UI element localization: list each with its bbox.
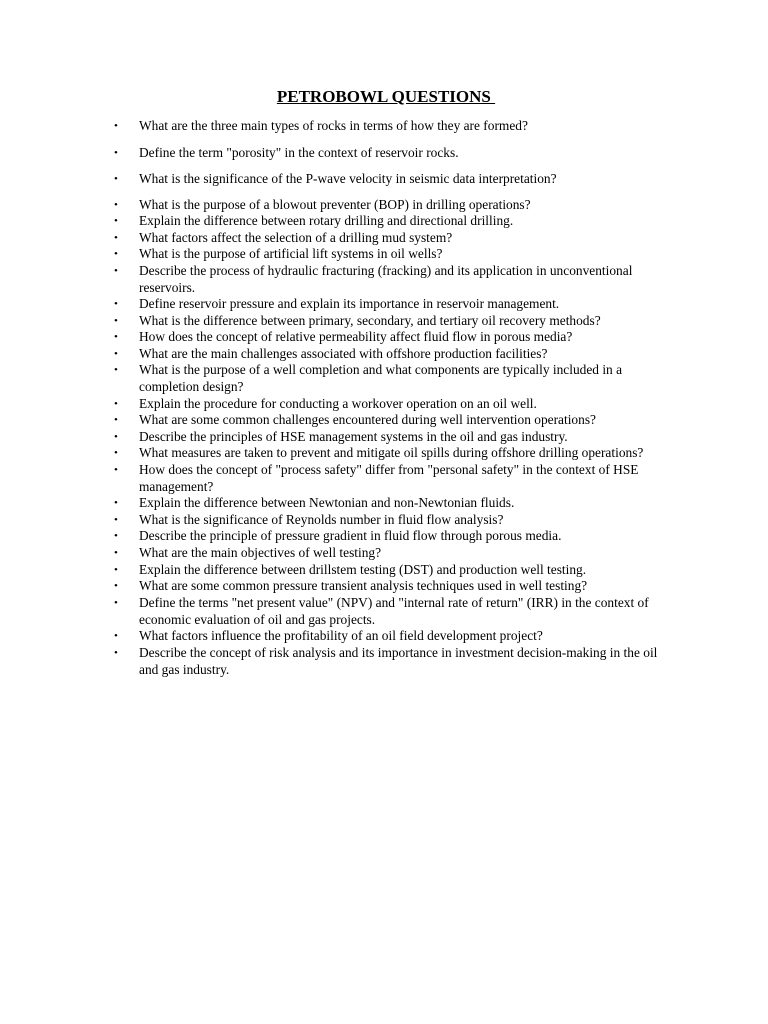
bullet-icon: • — [114, 265, 118, 277]
document-title: PETROBOWL QUESTIONS — [276, 87, 496, 106]
question-text: What is the purpose of artificial lift systems in oil wells? — [139, 246, 443, 261]
bullet-icon: • — [114, 431, 118, 443]
question-text: What measures are taken to prevent and mitigate oil spills during offshore drilling operations? — [139, 445, 644, 460]
question-text: How does the concept of "process safety" differ from "personal safety" in the context of HSE management? — [139, 462, 639, 494]
bullet-icon: • — [114, 232, 118, 244]
question-text: What are the three main types of rocks in terms of how they are formed? — [139, 118, 528, 133]
bullet-icon: • — [114, 398, 118, 410]
bullet-icon: • — [114, 348, 118, 360]
bullet-icon: • — [114, 248, 118, 260]
bullet-icon: • — [114, 331, 118, 343]
question-text: What is the significance of the P-wave velocity in seismic data interpretation? — [139, 171, 557, 186]
question-text: What is the purpose of a blowout preventer (BOP) in drilling operations? — [139, 197, 531, 212]
bullet-icon: • — [114, 298, 118, 310]
question-text: What factors influence the profitability of an oil field development project? — [139, 628, 543, 643]
bullet-icon: • — [114, 464, 118, 476]
question-text: Explain the difference between drillstem testing (DST) and production well testing. — [139, 562, 587, 577]
question-text: What are the main objectives of well testing? — [139, 545, 382, 560]
question-text: Explain the difference between Newtonian and non-Newtonian fluids. — [139, 495, 515, 510]
bullet-icon: • — [114, 497, 118, 509]
bullet-icon: • — [114, 414, 118, 426]
question-text: Describe the principle of pressure gradient in fluid flow through porous media. — [139, 528, 562, 543]
bullet-icon: • — [114, 364, 118, 376]
question-text: What is the significance of Reynolds number in fluid flow analysis? — [139, 512, 504, 527]
bullet-icon: • — [114, 199, 118, 211]
question-text: What is the difference between primary, secondary, and tertiary oil recovery methods? — [139, 313, 601, 328]
bullet-icon: • — [114, 564, 118, 576]
bullet-icon: • — [114, 530, 118, 542]
question-text: What are some common challenges encountered during well intervention operations? — [139, 412, 596, 427]
question-text: What are some common pressure transient analysis techniques used in well testing? — [139, 578, 588, 593]
bullet-icon: • — [114, 547, 118, 559]
question-text: What are the main challenges associated with offshore production facilities? — [139, 346, 548, 361]
question-text: Describe the process of hydraulic fracturing (fracking) and its application in unconventional reservoirs. — [139, 263, 633, 295]
bullet-icon: • — [114, 147, 118, 159]
question-text: Explain the difference between rotary drilling and directional drilling. — [139, 213, 514, 228]
bullet-icon: • — [114, 647, 118, 659]
bullet-icon: • — [114, 173, 118, 185]
question-text: Describe the principles of HSE management systems in the oil and gas industry. — [139, 429, 568, 444]
bullet-icon: • — [114, 580, 118, 592]
question-text: Explain the procedure for conducting a workover operation on an oil well. — [139, 396, 537, 411]
question-text: What factors affect the selection of a drilling mud system? — [139, 230, 453, 245]
question-text: Define reservoir pressure and explain its importance in reservoir management. — [139, 296, 560, 311]
question-text: Define the term "porosity" in the context of reservoir rocks. — [139, 145, 459, 160]
bullet-icon: • — [114, 447, 118, 459]
bullet-icon: • — [114, 120, 118, 132]
bullet-icon: • — [114, 630, 118, 642]
bullet-icon: • — [114, 597, 118, 609]
bullet-icon: • — [114, 215, 118, 227]
question-text: What is the purpose of a well completion and what components are typically included in a completion design? — [139, 362, 623, 394]
question-text: Define the terms "net present value" (NPV) and "internal rate of return" (IRR) in the context of economic evaluation of oil and gas projects. — [139, 595, 649, 627]
bullet-icon: • — [114, 315, 118, 327]
question-text: Describe the concept of risk analysis and its importance in investment decision-making in the oil and gas industry. — [139, 645, 658, 677]
question-text: How does the concept of relative permeability affect fluid flow in porous media? — [139, 329, 573, 344]
bullet-icon: • — [114, 514, 118, 526]
